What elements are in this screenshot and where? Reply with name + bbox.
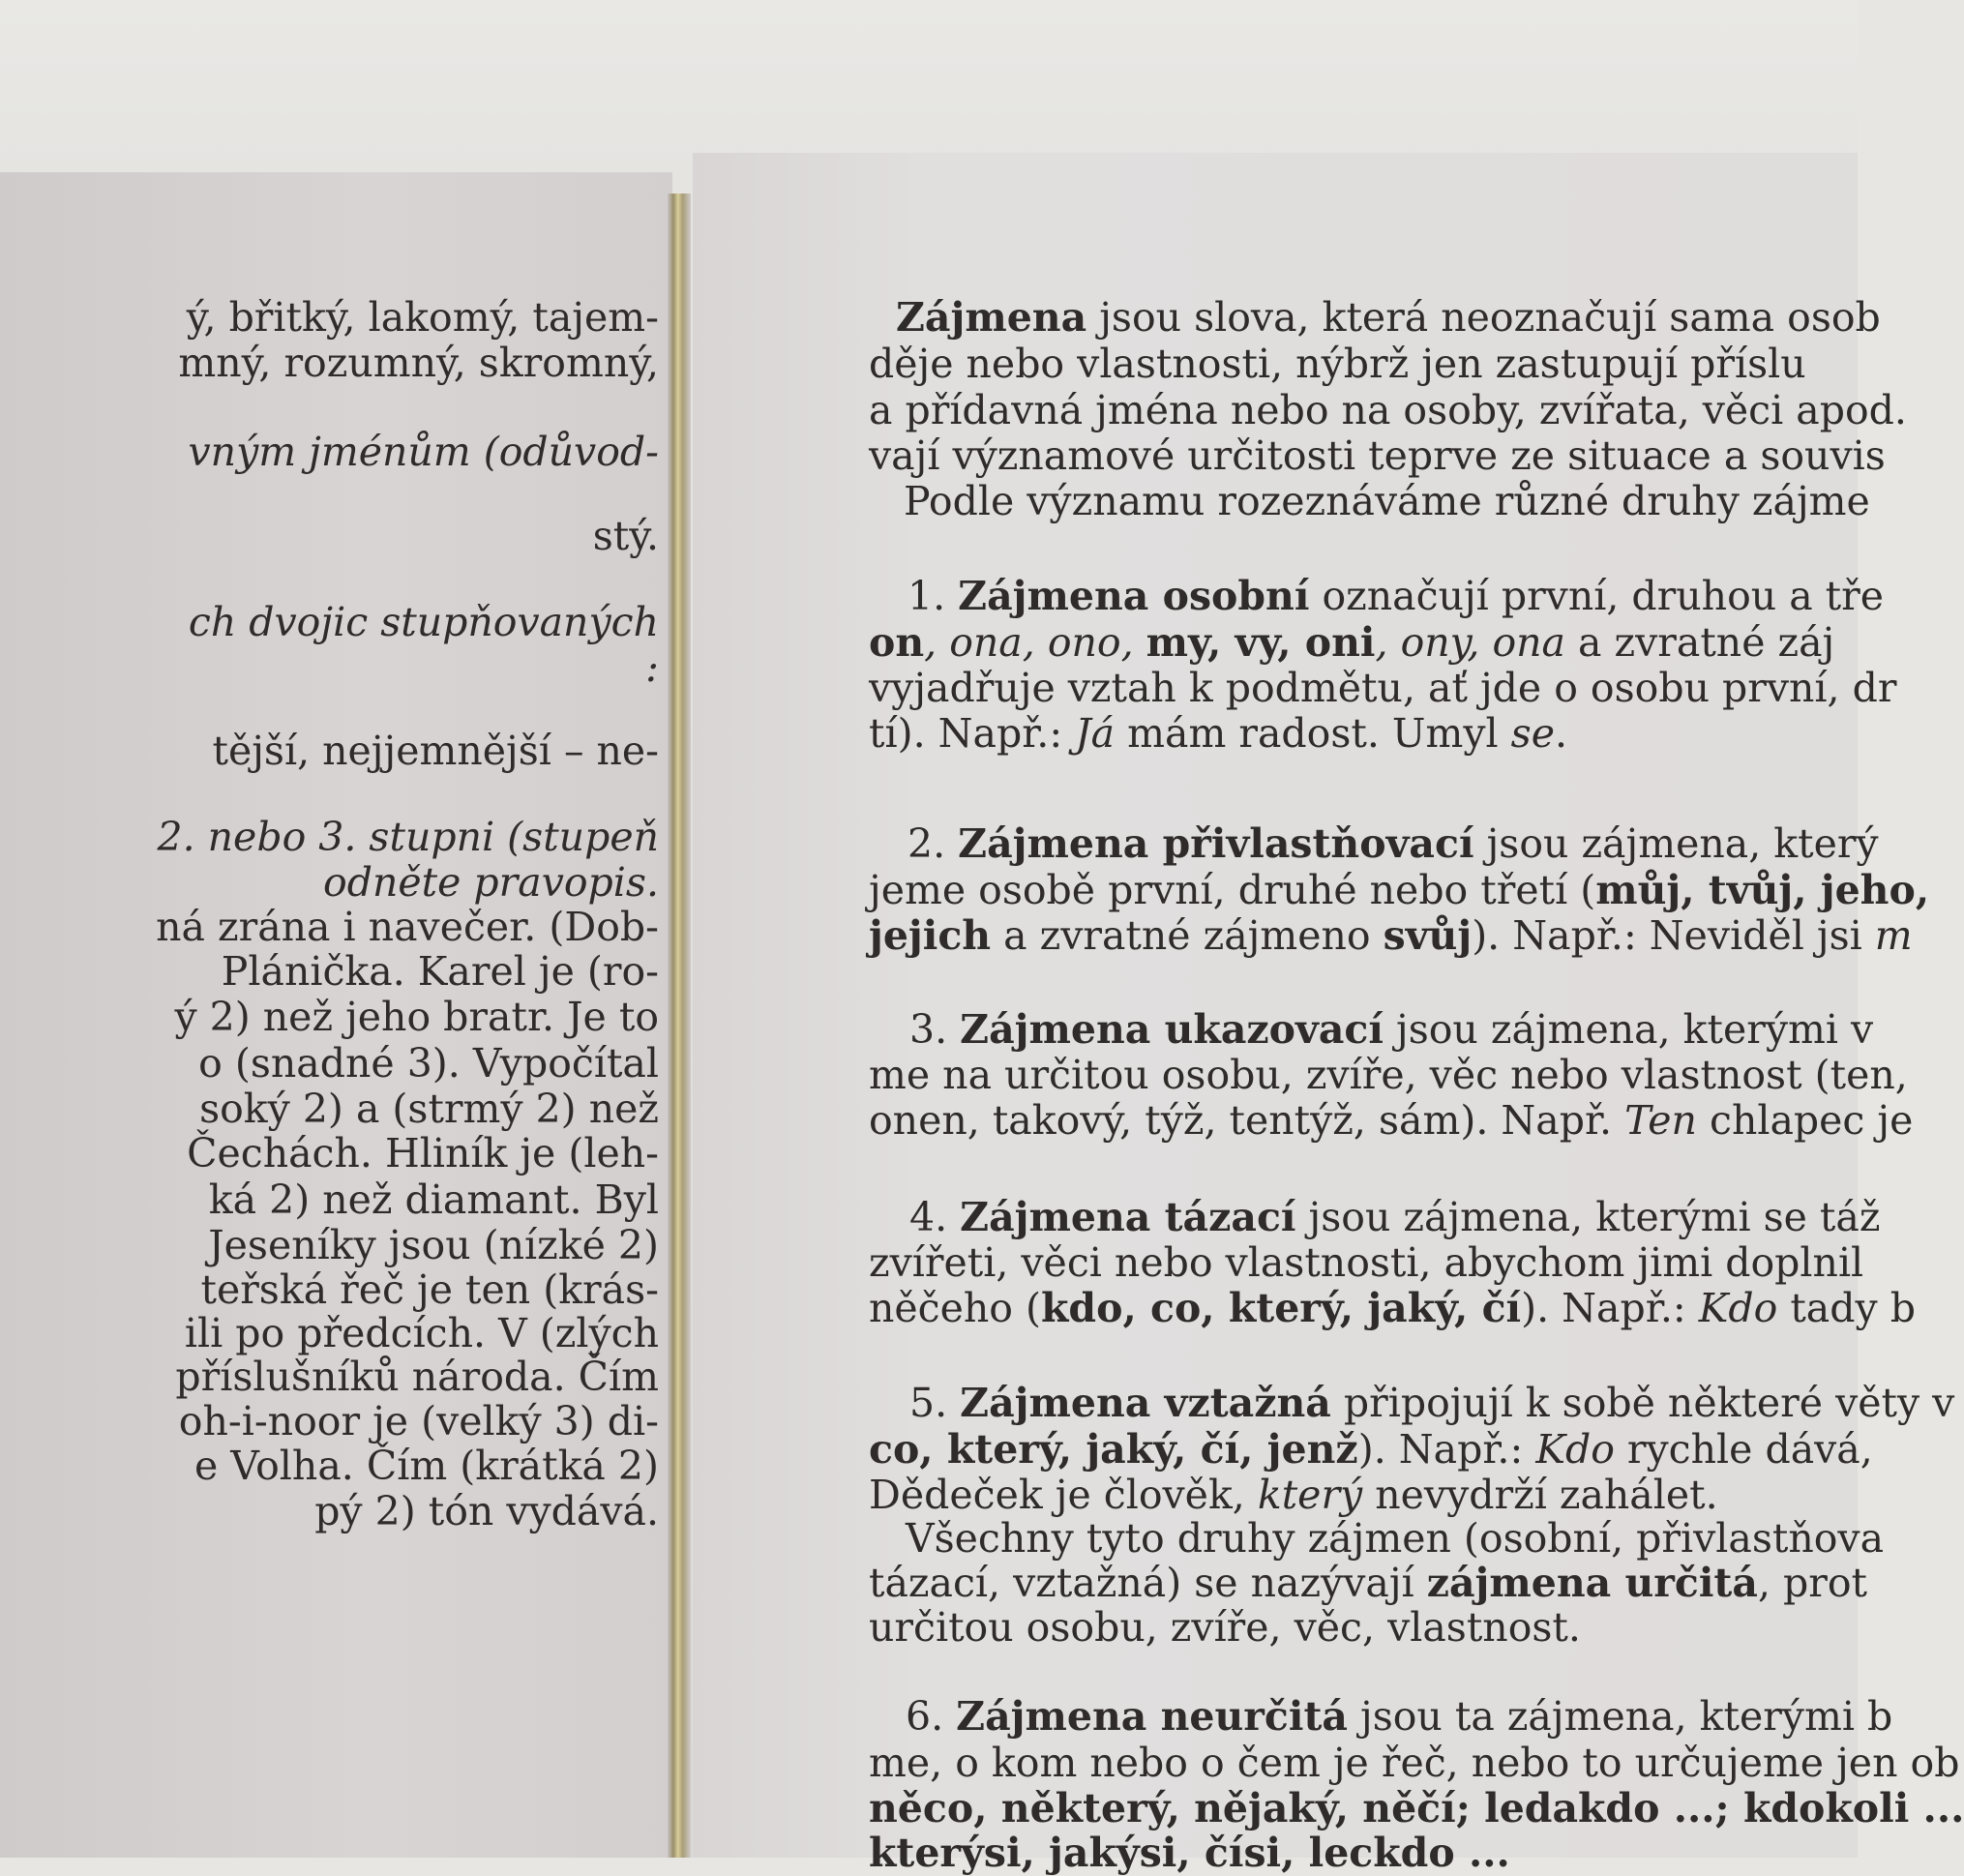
text-segment: jsou zájmena, kterými se táž <box>1295 1194 1881 1240</box>
text-segment: ). Např.: Neviděl jsi <box>1472 912 1875 959</box>
text-segment: jsou zájmena, kterými v <box>1383 1006 1874 1053</box>
text-segment: tady b <box>1777 1285 1916 1331</box>
text-line <box>185 1310 659 1356</box>
italic-text: Kdo <box>1698 1285 1778 1331</box>
text-line <box>869 1472 1718 1518</box>
text-segment: pý 2) tón vydává. <box>314 1488 659 1534</box>
text-line <box>189 429 660 475</box>
text-segment: 5. <box>909 1380 961 1426</box>
text-segment: 1. <box>908 573 959 619</box>
bold-term: zájmena určitá <box>1426 1560 1758 1606</box>
text-line <box>593 513 659 559</box>
text-line <box>869 1515 1884 1562</box>
italic-text: Ten <box>1624 1097 1697 1144</box>
text-segment: určitou osobu, zvíře, věc, vlastnost. <box>869 1604 1581 1651</box>
text-segment: ká 2) než diamant. Byl <box>208 1176 659 1223</box>
text-segment: a přídavná jména nebo na osoby, zvířata, věci apod. <box>869 387 1907 433</box>
italic-text: m <box>1874 912 1913 959</box>
text-segment: ili po předcích. V (zlých <box>184 1310 659 1356</box>
text-line <box>869 1740 1959 1786</box>
text-segment: . <box>1554 710 1568 757</box>
book-spine <box>668 194 691 1858</box>
bold-term: můj, tvůj, jeho, <box>1595 867 1930 913</box>
text-line <box>869 387 1907 433</box>
text-line <box>194 1443 659 1489</box>
text-line <box>869 1560 1867 1606</box>
text-segment: Dědeček je člověk, <box>869 1472 1258 1518</box>
text-line <box>869 1285 1916 1331</box>
text-segment: oh-i-noor je (velký 3) di- <box>178 1398 659 1444</box>
text-line <box>199 1086 659 1132</box>
text-segment: příslušníků národa. Čím <box>175 1354 659 1400</box>
text-segment: tější, nejjemnější – ne- <box>212 728 659 774</box>
italic-text: , ony, ona <box>1375 619 1565 666</box>
text-segment: stý. <box>592 513 659 559</box>
italic-text: : <box>645 644 659 691</box>
text-line <box>645 644 659 691</box>
italic-text: Já <box>1075 710 1116 757</box>
text-segment: zvířeti, věci nebo vlastnosti, abychom jimi doplnil <box>869 1239 1864 1286</box>
bold-term: kterýsi, jakýsi, čísi, leckdo ... <box>869 1830 1510 1876</box>
text-segment: 4. <box>909 1194 961 1240</box>
text-segment: me na určitou osobu, zvíře, věc nebo vlastnost (ten, <box>869 1052 1908 1098</box>
text-line <box>314 1488 659 1534</box>
text-line <box>869 710 1567 757</box>
italic-text: 2. nebo 3. stupni (stupeň <box>157 814 659 860</box>
text-segment: mný, rozumný, skromný, <box>178 340 659 386</box>
text-line <box>869 867 1929 913</box>
bold-term: Zájmena neurčitá <box>956 1693 1348 1740</box>
text-line <box>869 341 1806 387</box>
text-segment: e Volha. Čím (krátká 2) <box>193 1443 659 1489</box>
text-segment: 2. <box>908 820 959 867</box>
text-segment: soký 2) a (strmý 2) než <box>199 1086 659 1132</box>
text-segment: a zvratné zájmeno <box>991 912 1384 959</box>
text-line <box>178 340 659 386</box>
text-line <box>209 1176 659 1223</box>
text-segment: ý, břitký, lakomý, tajem- <box>186 294 659 341</box>
text-line <box>869 294 1881 341</box>
text-segment: ná zrána i navečer. (Dob- <box>156 904 659 950</box>
text-segment: Jeseníky jsou (nízké 2) <box>208 1222 659 1268</box>
bold-term: Zájmena ukazovací <box>960 1006 1384 1053</box>
italic-text: vným jménům (odůvod- <box>188 429 659 475</box>
text-line <box>869 1052 1908 1098</box>
text-segment: 6. <box>906 1693 957 1740</box>
text-segment: Plánička. Karel je (ro- <box>221 948 659 995</box>
text-segment: ). Např.: <box>1357 1426 1536 1473</box>
text-line <box>179 1398 659 1444</box>
text-segment: rychle dává, <box>1614 1426 1873 1473</box>
bold-term: my, vy, oni <box>1146 619 1376 666</box>
text-segment: jeme osobě první, druhé nebo třetí ( <box>869 867 1596 913</box>
text-segment: o (snadné 3). Vypočítal <box>198 1040 659 1087</box>
text-segment: děje nebo vlastnosti, nýbrž jen zastupují příslu <box>869 341 1806 387</box>
text-line <box>869 432 1886 479</box>
text-line <box>869 1785 1964 1831</box>
text-segment: označují první, druhou a tře <box>1309 573 1885 619</box>
text-line <box>198 1040 659 1087</box>
text-line <box>208 1222 659 1268</box>
text-segment: chlapec je <box>1696 1097 1914 1144</box>
bold-term: Zájmena tázací <box>960 1194 1296 1240</box>
italic-text: který <box>1257 1472 1363 1518</box>
text-line <box>156 904 659 950</box>
text-line <box>869 1693 1892 1740</box>
text-line <box>158 814 660 860</box>
text-line <box>222 948 659 995</box>
text-line <box>869 912 1913 959</box>
text-line <box>869 1426 1873 1473</box>
italic-text: se <box>1510 710 1555 757</box>
text-line <box>869 1830 1510 1876</box>
bold-term: Zájmena vztažná <box>960 1380 1331 1426</box>
right-page <box>693 153 1964 1876</box>
text-segment: vají významové určitosti teprve ze situace a souvis <box>869 432 1886 479</box>
text-line <box>869 665 1896 711</box>
bold-term: jejich <box>869 912 992 959</box>
italic-text: odněte pravopis. <box>323 859 659 906</box>
text-segment: něčeho ( <box>869 1285 1042 1331</box>
bold-term: Zájmena <box>896 294 1087 341</box>
text-segment: , prot <box>1757 1560 1868 1606</box>
text-segment: ý 2) než jeho bratr. Je to <box>174 994 659 1040</box>
text-line <box>869 573 1884 619</box>
text-line <box>869 1380 1954 1426</box>
text-segment: me, o kom nebo o čem je řeč, nebo to určujeme jen ob <box>869 1740 1960 1786</box>
text-line <box>869 478 1870 524</box>
text-line <box>174 994 659 1040</box>
text-line <box>200 1266 659 1313</box>
text-line <box>187 294 659 341</box>
bold-term: svůj <box>1383 912 1473 959</box>
text-segment: onen, takový, týž, tentýž, sám). Např. <box>869 1097 1625 1144</box>
text-segment: jsou zájmena, který <box>1473 820 1879 867</box>
bold-term: kdo, co, který, jaký, čí <box>1041 1285 1522 1331</box>
text-line <box>869 1097 1913 1144</box>
text-segment: Podle významu rozeznáváme různé druhy zájme <box>904 478 1870 524</box>
bold-term: něco, některý, nějaký, něčí; ledakdo ...; kdokoli ... <box>869 1785 1964 1831</box>
text-segment: nevydrží zahálet. <box>1362 1472 1718 1518</box>
text-line <box>189 599 659 645</box>
text-line <box>869 1239 1863 1286</box>
text-line <box>323 859 659 906</box>
text-segment: tí). Např.: <box>869 710 1076 757</box>
text-segment: jsou ta zájmena, kterými b <box>1347 1693 1893 1740</box>
text-segment: a zvratné záj <box>1565 619 1835 666</box>
text-line <box>212 728 659 774</box>
text-line <box>175 1354 659 1400</box>
bold-term: co, který, jaký, čí, jenž <box>869 1426 1358 1473</box>
text-line <box>187 1130 659 1176</box>
text-line <box>869 1604 1581 1651</box>
text-segment: ). Např.: <box>1521 1285 1699 1331</box>
text-segment: tázací, vztažná) se nazývají <box>869 1560 1427 1606</box>
bold-term: Zájmena přivlastňovací <box>958 820 1474 867</box>
text-segment: připojují k sobě některé věty v <box>1330 1380 1955 1426</box>
bold-term: on <box>869 619 925 666</box>
italic-text: Kdo <box>1535 1426 1615 1473</box>
bold-term: Zájmena osobní <box>958 573 1310 619</box>
text-line <box>869 619 1834 666</box>
text-line <box>869 1006 1873 1053</box>
italic-text: ch dvojic stupňovaných <box>188 599 659 645</box>
text-line <box>869 820 1879 867</box>
left-page <box>0 172 672 1858</box>
text-segment: Čechách. Hliník je (leh- <box>187 1130 659 1176</box>
text-segment: vyjadřuje vztah k podmětu, ať jde o osobu první, dr <box>869 665 1897 711</box>
text-segment: teřská řeč je ten (krás- <box>200 1266 659 1313</box>
text-segment: mám radost. Umyl <box>1115 710 1511 757</box>
text-segment: jsou slova, která neoznačují sama osob <box>1086 294 1881 341</box>
italic-text: , ona, ono, <box>924 619 1146 666</box>
text-segment: Všechny tyto druhy zájmen (osobní, přivlastňova <box>906 1515 1885 1562</box>
text-line <box>869 1194 1880 1240</box>
text-segment: 3. <box>909 1006 961 1053</box>
